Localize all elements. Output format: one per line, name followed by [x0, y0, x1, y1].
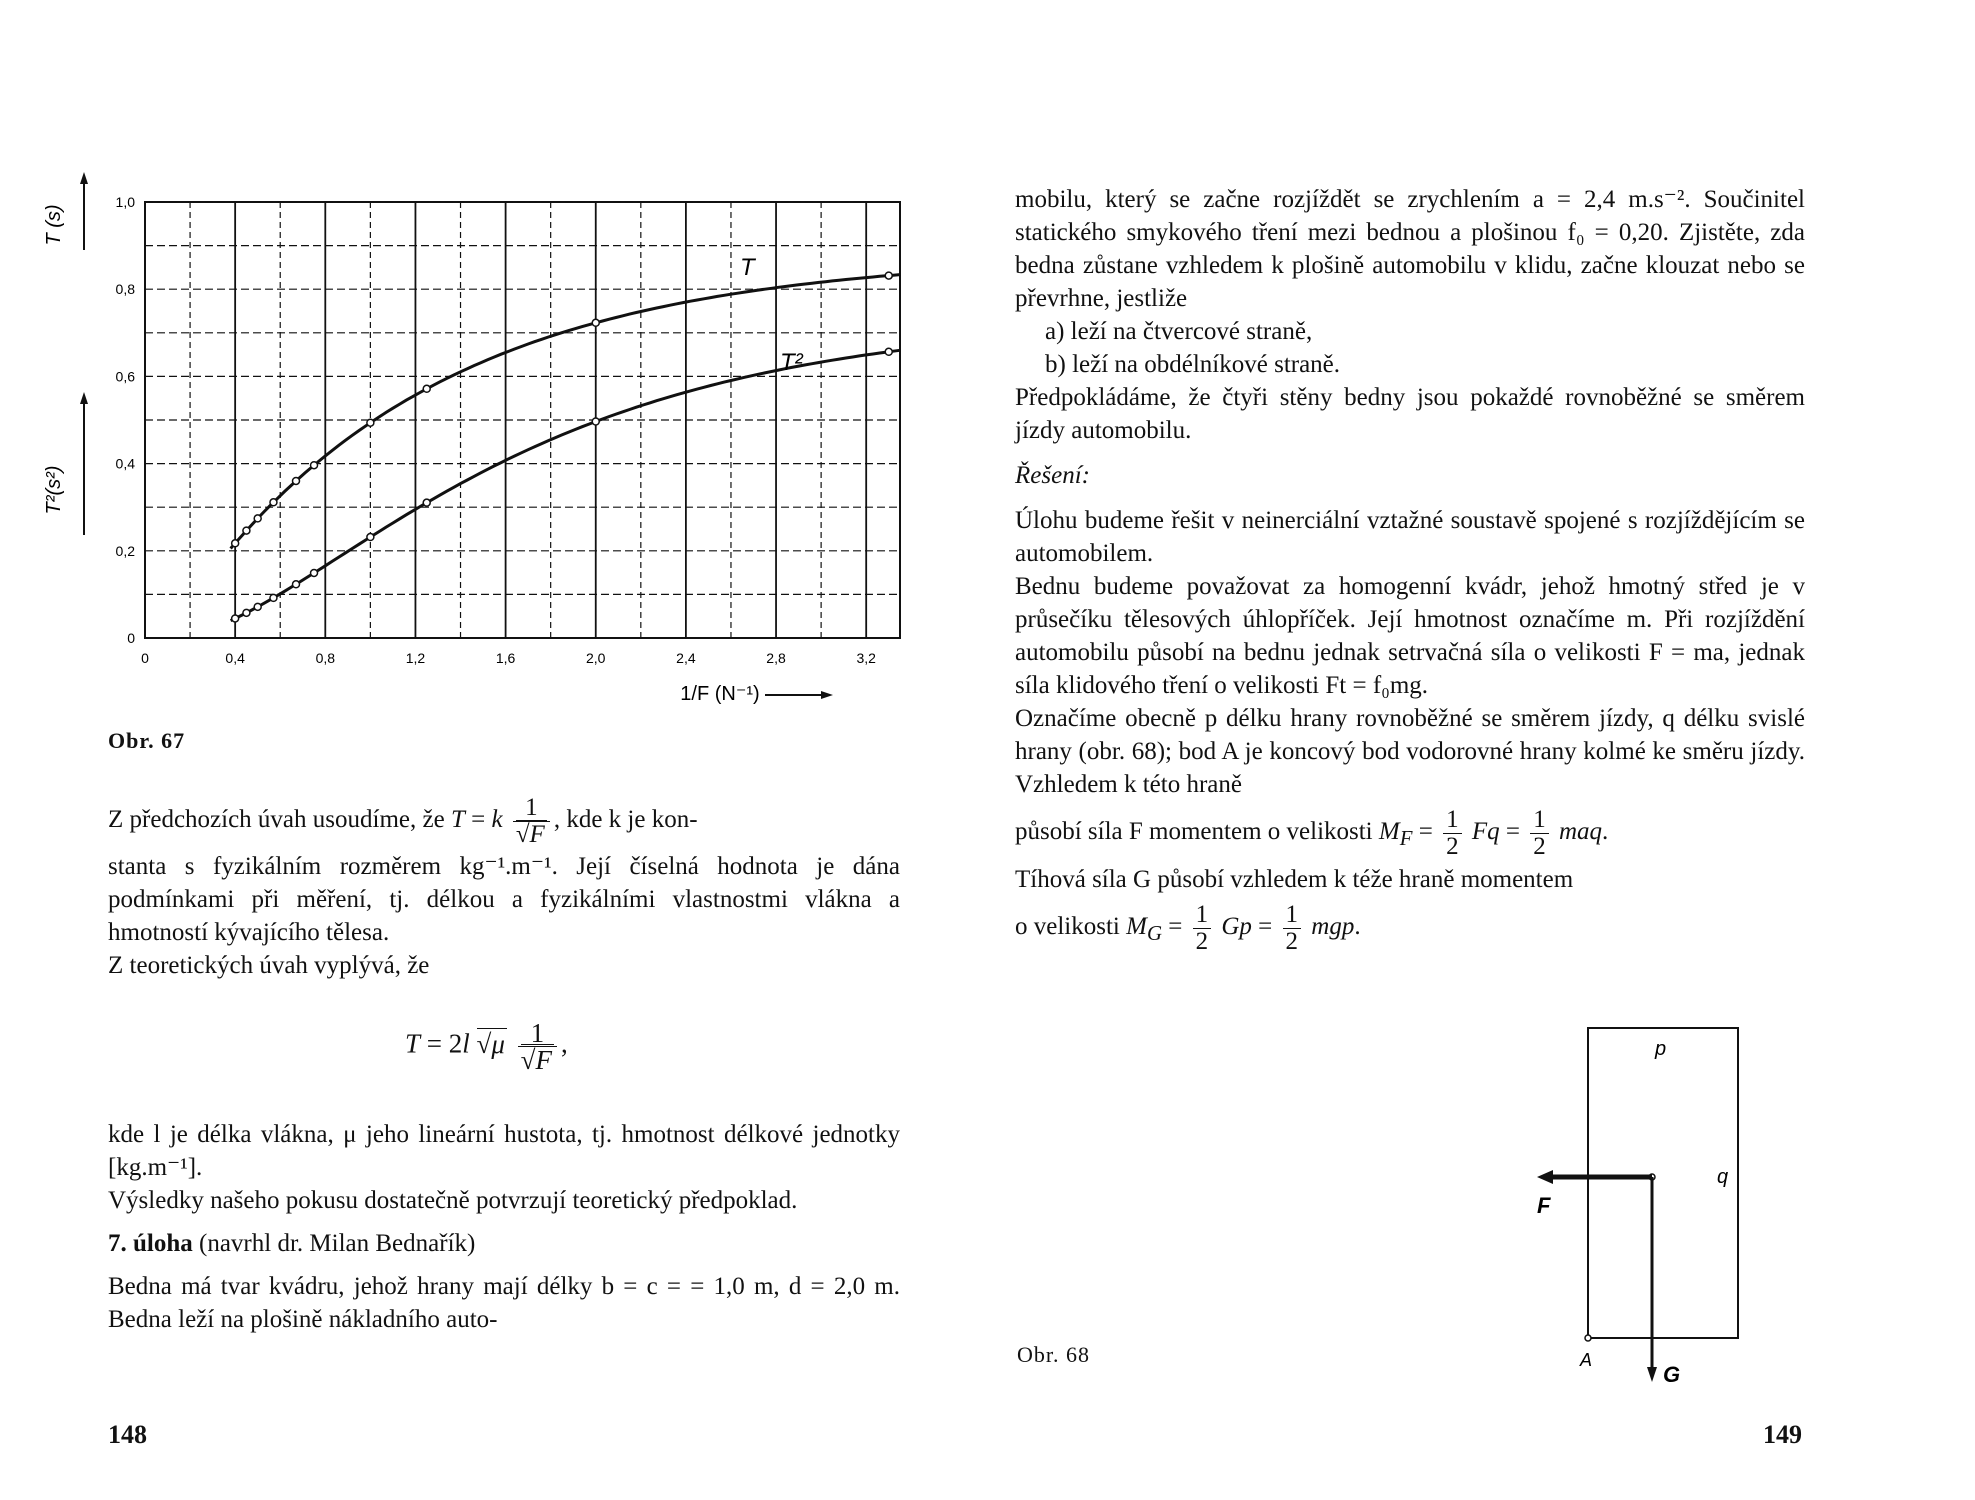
- para-r1: mobilu, který se začne rozjíždět se zrychlením a = 2,4 m.s⁻². Součinitel statického smykového tření mezi bednou a plošinou f₀ = 0,20. Zjistěte, zda bedna zůstane vzhledem k plošině automobilu v klidu, začne klouzat nebo se převrhne, jestliže: [1015, 186, 1805, 312]
- curve-T2: [231, 350, 900, 620]
- label-p: p: [1655, 1038, 1667, 1060]
- point-T2: [270, 594, 277, 601]
- para-r7: Tíhová síla G působí vzhledem k téže hraně momentem: [1015, 866, 1574, 893]
- box-outline: [1588, 1028, 1738, 1338]
- force-G-arrowhead: [1647, 1367, 1657, 1382]
- x-tick-label: 0,8: [315, 650, 336, 666]
- y-tick-label: 0,8: [115, 281, 135, 298]
- page-number-left: 148: [108, 1420, 147, 1449]
- label-q: q: [1717, 1166, 1729, 1188]
- x-arrowhead: [821, 691, 833, 699]
- para-r8-a: o velikosti: [1015, 913, 1120, 940]
- y-axis-label-bottom: T²(s²): [43, 465, 65, 515]
- y-arrowhead-bottom: [80, 392, 88, 404]
- x-tick-label: 2,4: [676, 650, 696, 666]
- x-axis-label: 1/F (N⁻¹): [680, 683, 760, 705]
- y-tick-label: 0,6: [115, 368, 135, 385]
- task-author: (navrhl dr. Milan Bednařík): [199, 1230, 476, 1257]
- left-text-block-1: [108, 790, 900, 982]
- point-T2: [367, 534, 374, 541]
- x-tick-label: 1,6: [495, 650, 516, 666]
- para-2: Z teoretických úvah vyplývá, že: [108, 952, 430, 979]
- para-1-a: Z předchozích úvah usoudíme, že: [108, 806, 451, 833]
- point-T2: [885, 348, 892, 355]
- left-text-block-2: [108, 1118, 900, 1336]
- para-1-b: , kde k je kon-: [553, 806, 698, 833]
- point-T: [254, 515, 261, 522]
- point-T: [293, 477, 300, 484]
- figure-67-caption: Obr. 67: [108, 728, 186, 753]
- point-T2: [254, 603, 261, 610]
- point-T: [311, 462, 318, 469]
- formula-1-over-sqrt-F: 1 √ F: [513, 795, 550, 848]
- point-T: [243, 527, 250, 534]
- x-tick-label: 2,0: [586, 650, 606, 666]
- point-T2: [243, 609, 250, 616]
- para-r6-a: působí síla F momentem o velikosti: [1015, 818, 1373, 845]
- label-F: F: [1537, 1193, 1551, 1218]
- point-T2: [293, 581, 300, 588]
- figure-68-diagram: [1537, 1020, 1975, 1390]
- solution-heading-text: Řešení:: [1015, 462, 1090, 489]
- x-tick-label: 1,2: [405, 650, 426, 666]
- point-T: [270, 499, 277, 506]
- para-r4: Bednu budeme považovat za homogenní kvádr, jehož hmotný střed je v průsečíku tělesových úhlopříček. Její hmotnost označíme m. Při rozjíždění automobilu působí na bednu jednak setrvačná síla o velikosti F = ma, jednak síla klidového tření o velikosti Ft = f₀mg.: [1015, 573, 1805, 699]
- task-heading-line: [108, 1227, 900, 1260]
- curve-T2-label: T²: [780, 349, 803, 376]
- para-r8: o velikosti $M_G$ = $\frac{1}{2}$ Gp = $\frac{1}{2}$ mgp.: [1015, 900, 1361, 955]
- y-tick-label: 0,4: [115, 455, 135, 472]
- point-T: [423, 385, 430, 392]
- point-T2: [232, 615, 239, 622]
- item-a: a) leží na čtvercové straně,: [1045, 318, 1313, 345]
- x-tick-label: 2,8: [766, 650, 786, 666]
- y-tick-label: 1,0: [115, 194, 135, 210]
- point-T: [232, 540, 239, 547]
- x-tick-label: 0,4: [225, 650, 245, 666]
- page-number-right: 149: [1763, 1420, 1802, 1449]
- point-T2: [592, 418, 599, 425]
- label-A: A: [1580, 1350, 1593, 1370]
- para-1-line-1: Z předchozích úvah usoudíme, že T = k 1 √ F , kde k je kon-: [108, 790, 900, 850]
- right-page: [935, 0, 1870, 1500]
- solution-heading: [1015, 459, 1805, 492]
- y-arrowhead-top: [80, 172, 88, 184]
- task-heading: 7. úloha: [108, 1230, 193, 1257]
- point-T2: [423, 499, 430, 506]
- para-r6: působí síla F momentem o velikosti $M_F$ = $\frac{1}{2}$ Fq = $\frac{1}{2}$ maq.: [1015, 805, 1609, 860]
- y-tick-label: 0: [127, 630, 135, 646]
- para-3: kde l je délka vlákna, μ jeho lineární hustota, tj. hmotnost délkové jednotky [kg.m⁻¹].: [108, 1121, 900, 1181]
- figure-68-caption: Obr. 68: [1017, 1342, 1090, 1367]
- task-text: Bedna má tvar kvádru, jehož hrany mají délky b = c = = 1,0 m, d = 2,0 m. Bedna leží na plošině nákladního auto-: [108, 1273, 900, 1333]
- formula-T-theoretical: T = 2l √ μ 1 √ F ,: [405, 1020, 568, 1073]
- para-1-c: stanta s fyzikálním rozměrem kg⁻¹.m⁻¹. Její číselná hodnota je dána podmínkami při měření, tj. délkou a fyzikálními vlastnostmi vlákna a hmotností kývajícího tělesa.: [108, 853, 900, 946]
- point-T: [367, 419, 374, 426]
- y-axis-label-top: T (s): [43, 204, 65, 246]
- y-tick-label: 0,2: [115, 542, 135, 559]
- para-4: Výsledky našeho pokusu dostatečně potvrzují teoretický předpoklad.: [108, 1187, 798, 1214]
- point-T: [592, 319, 599, 326]
- point-T: [885, 272, 892, 279]
- para-r5: Označíme obecně p délku hrany rovnoběžné se směrem jízdy, q délku svislé hrany (obr. 68); bod A je koncový bod vodorovné hrany kolmé ke směru jízdy. Vzhledem k této hraně: [1015, 705, 1805, 798]
- x-tick-label: 0: [141, 650, 149, 666]
- x-tick-label: 3,2: [856, 650, 876, 666]
- point-T2: [311, 569, 318, 576]
- figure-67-chart: [0, 160, 935, 720]
- force-F-arrowhead: [1537, 1170, 1553, 1184]
- item-b: b) leží na obdélníkové straně.: [1045, 351, 1341, 378]
- point-A: [1585, 1335, 1591, 1341]
- label-G: G: [1663, 1362, 1681, 1387]
- para-r3: Úlohu budeme řešit v neinerciální vztažné soustavě spojené s rozjíždějícím se automobilem.: [1015, 507, 1805, 567]
- left-page: [0, 0, 935, 1500]
- curve-T-label: T: [740, 254, 755, 281]
- right-text-block-1: [1015, 183, 1805, 958]
- para-r2: Předpokládáme, že čtyři stěny bedny jsou pokaždé rovnoběžné se směrem jízdy automobilu.: [1015, 384, 1805, 444]
